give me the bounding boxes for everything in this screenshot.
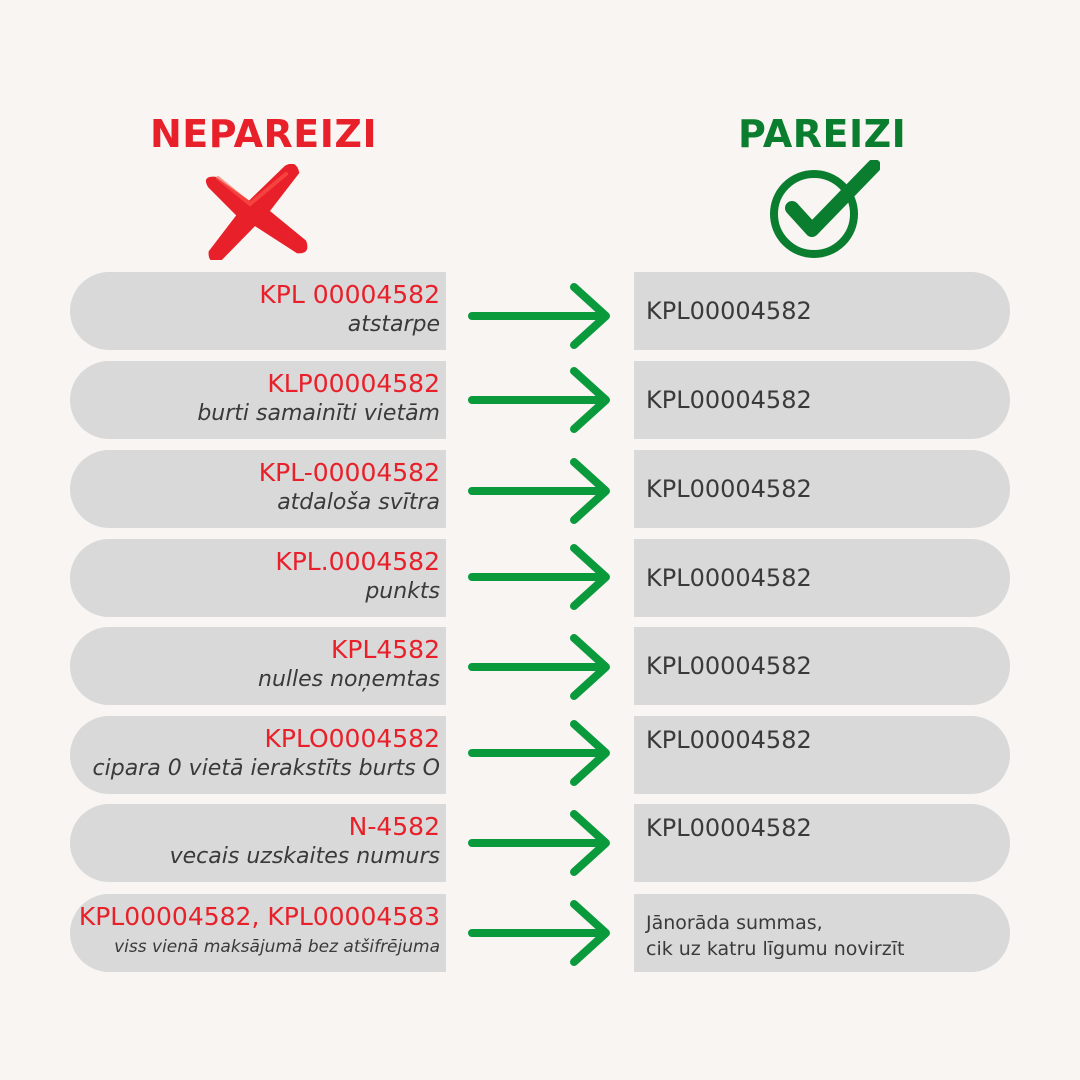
wrong-pill xyxy=(70,539,446,617)
wrong-note: burti samainīti vietām xyxy=(197,401,440,426)
wrong-code: KPL4582 xyxy=(330,635,440,664)
right-pill xyxy=(634,716,1010,794)
wrong-note: viss vienā maksājumā bez atšifrējuma xyxy=(114,937,440,957)
wrong-note: atstarpe xyxy=(347,312,440,337)
arrow-right-icon xyxy=(466,365,616,435)
wrong-code: N-4582 xyxy=(348,812,440,841)
wrong-pill xyxy=(70,627,446,705)
wrong-note: vecais uzskaites numurs xyxy=(169,844,440,869)
wrong-pill xyxy=(70,894,446,972)
wrong-code: KPLO0004582 xyxy=(264,724,440,753)
correct-code: KPL00004582 xyxy=(646,475,812,503)
arrow-right-icon xyxy=(466,456,616,526)
heading-right: PAREIZI xyxy=(738,112,907,156)
correct-code: KPL00004582 xyxy=(646,386,812,414)
wrong-code: KPL00004582, KPL00004583 xyxy=(78,902,440,931)
right-pill xyxy=(634,627,1010,705)
wrong-note: cipara 0 vietā ierakstīts burts O xyxy=(92,756,440,781)
right-pill xyxy=(634,539,1010,617)
wrong-pill xyxy=(70,450,446,528)
wrong-pill xyxy=(70,716,446,794)
correct-code: KPL00004582 xyxy=(646,297,812,325)
correct-code: KPL00004582 xyxy=(646,814,812,842)
arrow-right-icon xyxy=(466,542,616,612)
correct-note-line: cik uz katru līgumu novirzīt xyxy=(646,938,905,960)
arrow-right-icon xyxy=(466,808,616,878)
wrong-code: KLP00004582 xyxy=(267,369,440,398)
wrong-note: atdaloša svītra xyxy=(277,490,440,515)
right-pill xyxy=(634,804,1010,882)
correct-code: KPL00004582 xyxy=(646,564,812,592)
arrow-right-icon xyxy=(466,281,616,351)
arrow-right-icon xyxy=(466,898,616,968)
right-pill xyxy=(634,361,1010,439)
right-pill xyxy=(634,272,1010,350)
correct-code: KPL00004582 xyxy=(646,726,812,754)
right-pill xyxy=(634,894,1010,972)
check-circle-icon xyxy=(768,160,880,262)
heading-wrong: NEPAREIZI xyxy=(150,112,378,156)
wrong-code: KPL.0004582 xyxy=(275,547,440,576)
arrow-right-icon xyxy=(466,718,616,788)
right-pill xyxy=(634,450,1010,528)
correct-note-line: Jānorāda summas, xyxy=(646,912,823,934)
wrong-note: nulles noņemtas xyxy=(258,667,440,692)
arrow-right-icon xyxy=(466,632,616,702)
wrong-code: KPL-00004582 xyxy=(258,458,440,487)
correct-code: KPL00004582 xyxy=(646,652,812,680)
wrong-code: KPL 00004582 xyxy=(259,280,440,309)
wrong-note: punkts xyxy=(365,579,440,604)
wrong-pill xyxy=(70,272,446,350)
wrong-pill xyxy=(70,361,446,439)
correct-note xyxy=(646,910,904,962)
wrong-pill xyxy=(70,804,446,882)
x-mark-icon xyxy=(200,164,312,260)
